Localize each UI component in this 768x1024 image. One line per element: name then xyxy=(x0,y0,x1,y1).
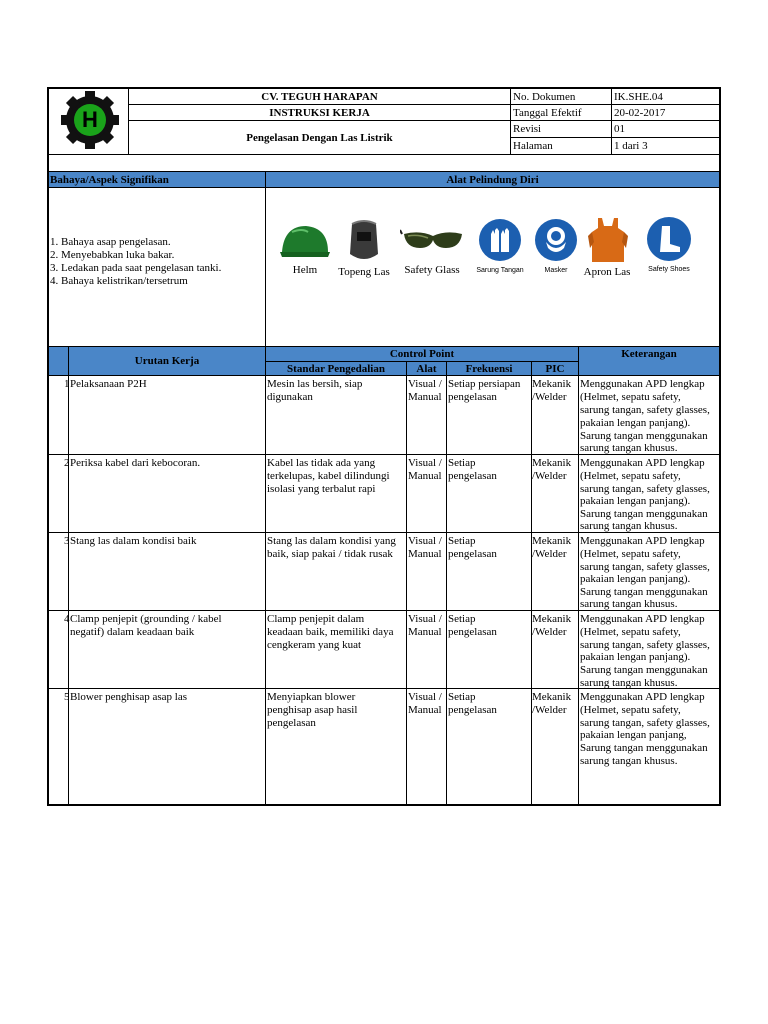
meta-label-doc-no: No. Dokumen xyxy=(513,91,576,103)
welding-mask-icon xyxy=(344,218,384,264)
standard-text: pengelasan xyxy=(267,717,316,729)
ppe-label-safety-shoes: Safety Shoes xyxy=(648,266,690,273)
list-item: 4. Bahaya kelistrikan/tersetrum xyxy=(50,275,188,287)
column-header-steps: Urutan Kerja xyxy=(134,355,200,367)
frequency-text: Setiap xyxy=(448,457,476,469)
frequency-text: Setiap xyxy=(448,535,476,547)
note-text: pakaian lengan panjang, xyxy=(580,729,687,741)
note-text: sarung tangan, safety glasses, xyxy=(580,561,710,573)
column-header-frequency: Frekuensi xyxy=(465,363,513,375)
standard-text: keadaan baik, memiliki daya xyxy=(267,626,394,638)
note-text: Sarung tangan menggunakan xyxy=(580,742,708,754)
pic-text: Mekanik xyxy=(532,378,572,390)
frequency-text: pengelasan xyxy=(448,626,497,638)
standard-text: terkelupas, kabel dilindungi xyxy=(267,470,390,482)
row-number: 5 xyxy=(64,691,70,703)
column-header-notes: Keterangan xyxy=(621,348,677,360)
document-type: INSTRUKSI KERJA xyxy=(269,107,370,119)
note-text: Menggunakan APD lengkap xyxy=(580,535,705,547)
hazards-heading: Bahaya/Aspek Signifikan xyxy=(50,174,169,186)
meta-value-doc-no: IK.SHE.04 xyxy=(614,91,663,103)
meta-label-page: Halaman xyxy=(513,140,553,152)
pic-text: /Welder xyxy=(532,470,567,482)
ppe-label-welding-mask: Topeng Las xyxy=(338,266,390,278)
ppe-label-helmet: Helm xyxy=(292,264,318,276)
note-text: pakaian lengan panjang). xyxy=(580,417,691,429)
frequency-text: Setiap xyxy=(448,613,476,625)
tool-text: Manual xyxy=(408,626,442,638)
tool-text: Manual xyxy=(408,470,442,482)
meta-value-revision: 01 xyxy=(614,123,625,135)
note-text: pakaian lengan panjang). xyxy=(580,573,691,585)
tool-text: Visual / xyxy=(408,535,442,547)
standard-text: Stang las dalam kondisi yang xyxy=(267,535,396,547)
column-header-standard: Standar Pengedalian xyxy=(287,363,385,375)
meta-value-page: 1 dari 3 xyxy=(614,140,648,152)
frequency-text: pengelasan xyxy=(448,470,497,482)
logo-letter: H xyxy=(82,107,98,132)
note-text: Sarung tangan menggunakan xyxy=(580,430,708,442)
note-text: Menggunakan APD lengkap xyxy=(580,613,705,625)
step-text: Stang las dalam kondisi baik xyxy=(70,535,197,547)
note-text: Menggunakan APD lengkap xyxy=(580,457,705,469)
list-item: 1. Bahaya asap pengelasan. xyxy=(50,236,171,248)
tool-text: Visual / xyxy=(408,613,442,625)
row-number: 1 xyxy=(64,378,70,390)
step-text: Pelaksanaan P2H xyxy=(70,378,147,390)
standard-text: cengkeram yang kuat xyxy=(267,639,362,651)
gloves-icon xyxy=(478,218,522,262)
note-text: pakaian lengan panjang). xyxy=(580,651,691,663)
pic-text: /Welder xyxy=(532,548,567,560)
standard-text: Menyiapkan blower xyxy=(267,691,356,703)
note-text: (Helmet, sepatu safety, xyxy=(580,548,681,560)
step-text: negatif) dalam keadaan baik xyxy=(70,626,195,638)
ppe-label-gloves: Sarung Tangan xyxy=(476,267,524,274)
pic-text: /Welder xyxy=(532,391,567,403)
note-text: sarung tangan, safety glasses, xyxy=(580,717,710,729)
apron-icon xyxy=(588,216,628,264)
meta-label-effective-date: Tanggal Efektif xyxy=(513,107,582,119)
standard-text: Clamp penjepit dalam xyxy=(267,613,365,625)
step-text: Blower penghisap asap las xyxy=(70,691,187,703)
standard-text: digunakan xyxy=(267,391,313,403)
pic-text: Mekanik xyxy=(532,613,572,625)
pic-text: /Welder xyxy=(532,704,567,716)
tool-text: Manual xyxy=(408,391,442,403)
note-text: Sarung tangan menggunakan xyxy=(580,508,708,520)
ppe-label-safety-glasses: Safety Glass xyxy=(404,264,460,276)
ppe-label-mask: Masker xyxy=(544,267,568,274)
note-text: (Helmet, sepatu safety, xyxy=(580,391,681,403)
note-text: pakaian lengan panjang). xyxy=(580,495,691,507)
standard-text: Mesin las bersih, siap xyxy=(267,378,363,390)
meta-label-revision: Revisi xyxy=(513,123,542,135)
tool-text: Visual / xyxy=(408,691,442,703)
tool-text: Manual xyxy=(408,704,442,716)
company-name: CV. TEGUH HARAPAN xyxy=(261,91,378,103)
note-text: Sarung tangan menggunakan xyxy=(580,586,708,598)
note-text: (Helmet, sepatu safety, xyxy=(580,704,681,716)
note-text: sarung tangan, safety glasses, xyxy=(580,483,710,495)
pic-text: Mekanik xyxy=(532,691,572,703)
list-item: 3. Ledakan pada saat pengelasan tanki. xyxy=(50,262,222,274)
safety-glasses-icon xyxy=(400,226,466,256)
row-number: 4 xyxy=(64,613,70,625)
note-text: sarung tangan khusus. xyxy=(580,442,678,454)
tool-text: Visual / xyxy=(408,378,442,390)
list-item: 2. Menyebabkan luka bakar. xyxy=(50,249,175,261)
standard-text: baik, siap pakai / tidak rusak xyxy=(267,548,393,560)
standard-text: isolasi yang terbalut rapi xyxy=(267,483,376,495)
note-text: sarung tangan khusus. xyxy=(580,755,678,767)
tool-text: Visual / xyxy=(408,457,442,469)
note-text: (Helmet, sepatu safety, xyxy=(580,626,681,638)
row-number: 2 xyxy=(64,457,70,469)
row-number: 3 xyxy=(64,535,70,547)
frequency-text: pengelasan xyxy=(448,704,497,716)
pic-text: Mekanik xyxy=(532,535,572,547)
note-text: sarung tangan, safety glasses, xyxy=(580,404,710,416)
frequency-text: pengelasan xyxy=(448,391,497,403)
note-text: sarung tangan khusus. xyxy=(580,520,678,532)
ppe-heading: Alat Pelindung Diri xyxy=(446,174,539,186)
frequency-text: pengelasan xyxy=(448,548,497,560)
note-text: sarung tangan khusus. xyxy=(580,598,678,610)
standard-text: Kabel las tidak ada yang xyxy=(267,457,376,469)
note-text: Sarung tangan menggunakan xyxy=(580,664,708,676)
meta-value-effective-date: 20-02-2017 xyxy=(614,107,666,119)
note-text: (Helmet, sepatu safety, xyxy=(580,470,681,482)
company-logo xyxy=(57,91,123,149)
note-text: Menggunakan APD lengkap xyxy=(580,691,705,703)
note-text: sarung tangan, safety glasses, xyxy=(580,639,710,651)
document-title: Pengelasan Dengan Las Listrik xyxy=(246,132,393,144)
mask-icon xyxy=(534,218,578,262)
standard-text: penghisap asap hasil xyxy=(267,704,358,716)
column-header-control-point: Control Point xyxy=(389,348,455,360)
pic-text: Mekanik xyxy=(532,457,572,469)
step-text: Clamp penjepit (grounding / kabel xyxy=(70,613,222,625)
ppe-label-apron: Apron Las xyxy=(583,266,631,278)
pic-text: /Welder xyxy=(532,626,567,638)
column-header-tool: Alat xyxy=(416,363,437,375)
step-text: Periksa kabel dari kebocoran. xyxy=(70,457,201,469)
tool-text: Manual xyxy=(408,548,442,560)
safety-shoes-icon xyxy=(646,216,692,262)
frequency-text: Setiap xyxy=(448,691,476,703)
column-header-pic: PIC xyxy=(545,363,565,375)
note-text: Menggunakan APD lengkap xyxy=(580,378,705,390)
frequency-text: Setiap persiapan xyxy=(448,378,521,390)
helmet-icon xyxy=(278,220,332,264)
note-text: sarung tangan khusus. xyxy=(580,677,678,689)
